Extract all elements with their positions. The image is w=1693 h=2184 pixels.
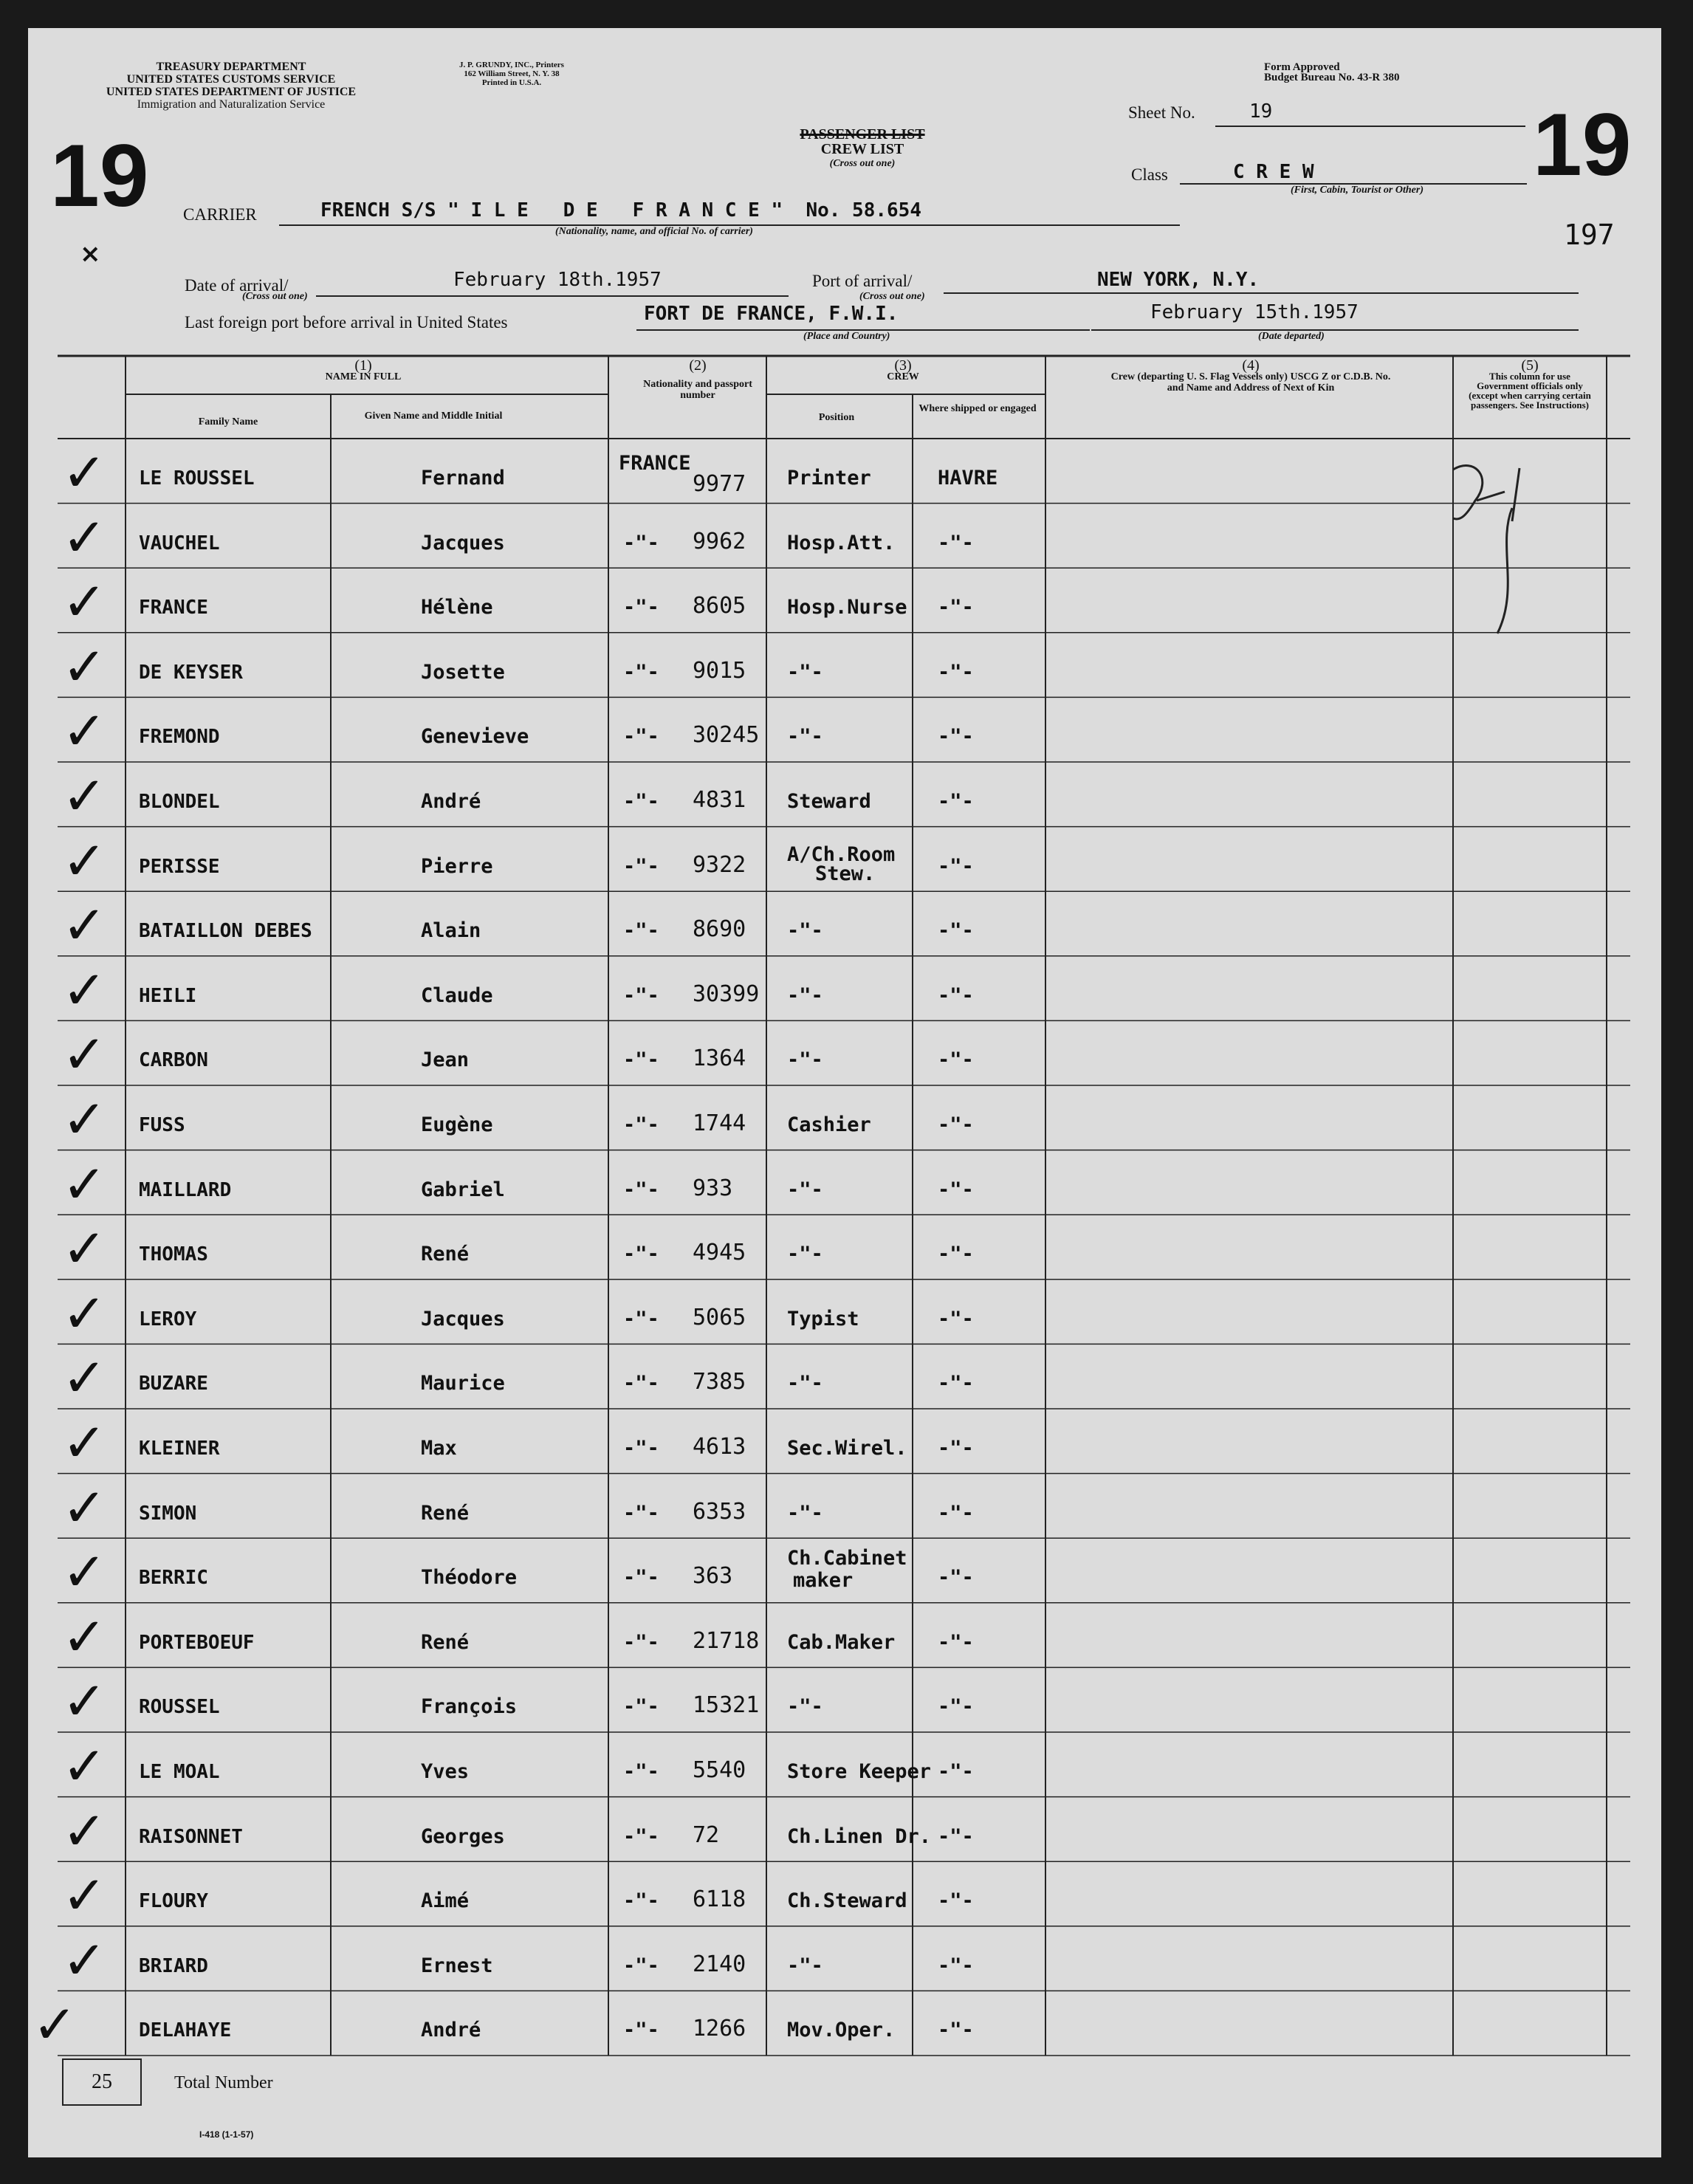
family-name-cell: FREMOND [139,726,220,749]
position-cell: -"- [787,1178,823,1201]
position-cell: A/Ch.Room [787,842,896,866]
cross-out-caption: (Cross out one) [829,158,896,169]
nationality-cell: -"- [623,1243,659,1266]
col5-title: This column for use Government officials only (except when carrying certain passengers. See Instructions) [1469,371,1591,411]
passport-cell: 21718 [693,1627,760,1654]
col4-number: (4) [1242,357,1260,374]
position-cell: Store Keeper [787,1760,932,1783]
given-name-cell: Jean [421,1048,470,1072]
agency-line: UNITED STATES DEPARTMENT OF JUSTICE [106,86,357,98]
nationality-cell: -"- [623,854,659,878]
nationality-cell: -"- [623,660,659,684]
class-value: C R E W [1233,161,1314,183]
position-cell: Ch.Cabinet [787,1547,907,1570]
where-shipped-cell: -"- [938,1695,974,1719]
col4-title: Crew (departing U. S. Flag Vessels only) USCG Z or C.D.B. No. and Name and Address of Next of Kin [1110,371,1391,394]
passport-cell: 5065 [693,1304,746,1330]
nationality-cell: -"- [623,1437,659,1460]
passport-cell: 4831 [693,787,746,813]
given-name-cell: Eugène [421,1113,493,1136]
given-name-cell: André [421,2019,481,2042]
family-name-cell: BATAILLON DEBES [139,920,312,943]
nationality-cell: -"- [623,1307,659,1330]
family-name-cell: PERISSE [139,855,220,878]
family-name-cell: BUZARE [139,1373,208,1395]
check-mark-icon: ✓ [62,1023,107,1086]
departed-value: February 15th.1957 [1150,301,1359,323]
given-name-cell: Yves [421,1760,470,1783]
check-mark-icon: ✓ [62,765,107,827]
col5-header [1456,357,1604,411]
where-shipped-cell: -"- [938,1178,974,1201]
family-name-cell: THOMAS [139,1243,208,1266]
col5-number: (5) [1521,357,1539,374]
col1-header [126,357,601,382]
check-mark-icon: ✓ [62,1864,107,1927]
passport-cell: 30399 [693,981,760,1007]
where-shipped-cell: -"- [938,983,974,1007]
given-name-cell: André [421,790,481,813]
family-name-cell: BERRIC [139,1567,208,1590]
position-cell: -"- [787,1372,823,1395]
carrier-value: FRENCH S/S " I L E D E F R A N C E " No. 58.654 [320,199,921,222]
check-mark-icon: ✓ [62,1929,107,1991]
check-mark-icon: ✓ [62,571,107,633]
given-name-cell: Josette [421,660,505,684]
position-cell: Steward [787,790,871,813]
where-shipped-cell: -"- [938,1566,974,1590]
where-shipped-cell: -"- [938,1048,974,1072]
passport-cell: 6118 [693,1886,746,1913]
last-port-label: Last foreign port before arrival in United States [185,313,508,332]
where-shipped-cell: -"- [938,1372,974,1395]
passport-cell: 30245 [693,722,760,749]
where-shipped-cell: -"- [938,919,974,943]
family-name-cell: PORTEBOEUF [139,1631,255,1654]
passport-cell: 72 [693,1821,720,1848]
col3-header [763,357,1043,382]
check-mark-icon: ✓ [62,1476,107,1539]
given-name-cell: Fernand [421,467,505,490]
nationality-cell: -"- [623,1695,659,1719]
where-shipped-cell: -"- [938,1954,974,1977]
last-port-caption: (Place and Country) [803,331,890,342]
agency-line: Immigration and Naturalization Service [137,98,326,111]
where-shipped-cell: -"- [938,660,974,684]
position-cell: Ch.Linen Dr. [787,1824,932,1848]
passport-cell: 4613 [693,1434,746,1460]
given-name-cell: Max [421,1437,457,1460]
where-shipped-cell: -"- [938,1113,974,1136]
nationality-cell: -"- [623,1630,659,1654]
check-mark-icon: ✓ [62,829,107,892]
x-mark: × [80,239,101,269]
passport-cell: 363 [693,1563,733,1590]
passport-cell: 4945 [693,1240,746,1266]
nationality-cell: -"- [623,983,659,1007]
family-name-cell: BLONDEL [139,791,220,813]
position-cell: Cashier [787,1113,871,1136]
arrival-date-label: Date of arrival/ [185,276,289,295]
check-mark-icon: ✓ [62,506,107,569]
position-cell-cont: maker [793,1569,854,1593]
family-name-cell: DELAHAYE [139,2019,232,2042]
nationality-cell: -"- [623,1372,659,1395]
passport-cell: 9015 [693,657,746,684]
position-cell: -"- [787,660,823,684]
col1-number: (1) [354,357,372,374]
check-mark-icon: ✓ [62,1799,107,1862]
passport-cell: 6353 [693,1498,746,1525]
nationality-cell: -"- [623,531,659,554]
where-shipped-cell: HAVRE [938,467,998,490]
nationality-cell: -"- [623,1113,659,1136]
nationality-cell: -"- [623,1566,659,1590]
given-name-cell: René [421,1501,470,1525]
given-name-cell: Maurice [421,1372,505,1395]
given-name-cell: Jacques [421,531,505,554]
position-cell: Sec.Wirel. [787,1437,907,1460]
official-mark-icon [1453,466,1519,633]
arrival-date-caption: (Cross out one) [242,291,308,302]
col3-title: CREW [887,371,919,382]
col2-title: Nationality and passport number [643,379,752,401]
position-cell: -"- [787,1954,823,1977]
check-mark-icon: ✓ [62,442,107,504]
given-name-cell: Théodore [421,1566,518,1590]
family-name-cell: FUSS [139,1114,185,1136]
given-name-cell: René [421,1630,470,1654]
check-mark-icon: ✓ [62,1218,107,1280]
carrier-caption: (Nationality, name, and official No. of carrier) [555,226,753,237]
where-shipped-cell: -"- [938,1307,974,1330]
position-cell: Ch.Steward [787,1889,907,1913]
family-name-cell: MAILLARD [139,1178,232,1201]
agency-line: TREASURY DEPARTMENT [156,61,306,73]
crew-list-sheet [28,28,1661,2157]
stamp-number: 197 [1564,219,1615,251]
position-cell: -"- [787,919,823,943]
budget-bureau-line: Budget Bureau No. 43-R 380 [1264,72,1400,83]
passenger-list-struck: PASSENGER LIST [800,126,925,142]
nationality-cell: -"- [623,1889,659,1913]
passport-cell: 9977 [693,471,746,497]
passport-cell: 933 [693,1175,733,1201]
check-mark-icon: ✓ [62,1347,107,1409]
nationality-cell: -"- [623,790,659,813]
given-name-cell: Jacques [421,1307,505,1330]
form-number: I-418 (1-1-57) [199,2129,254,2140]
position-cell: Cab.Maker [787,1630,896,1654]
form-approved-line: Form Approved [1264,61,1340,73]
check-mark-icon: ✓ [62,1282,107,1345]
departed-caption: (Date departed) [1258,331,1325,342]
nationality-cell: -"- [623,1048,659,1072]
family-name-cell: LEROY [139,1308,197,1330]
check-mark-icon: ✓ [62,1088,107,1150]
check-mark-icon: ✓ [62,1412,107,1474]
sheet-number-right: 19 [1533,95,1632,194]
position-cell: -"- [787,725,823,749]
position-cell: -"- [787,1048,823,1072]
position-cell: Hosp.Nurse [787,596,907,619]
given-name-cell: François [421,1695,518,1719]
check-mark-icon: ✓ [62,1541,107,1604]
position-cell: Printer [787,467,871,490]
family-name-cell: HEILI [139,984,197,1007]
passport-cell: 1744 [693,1110,746,1136]
position-header: Position [818,412,855,423]
nationality-cell: -"- [623,596,659,619]
given-name-cell: Gabriel [421,1178,505,1201]
crew-list-title: CREW LIST [820,141,904,157]
where-shipped-cell: -"- [938,531,974,554]
family-name-cell: VAUCHEL [139,532,220,554]
family-name-cell: FRANCE [139,597,208,619]
nationality-cell: -"- [623,919,659,943]
check-mark-icon: ✓ [62,1670,107,1733]
family-name-cell: ROUSSEL [139,1696,220,1719]
nationality-cell: -"- [623,1760,659,1783]
arrival-port-label: Port of arrival/ [812,272,913,290]
given-name-cell: René [421,1243,470,1266]
class-label: Class [1131,165,1168,184]
given-name-cell: Hélène [421,596,493,619]
given-name-cell: Georges [421,1824,505,1848]
printer-line: J. P. GRUNDY, INC., Printers [459,61,564,69]
where-shipped-cell: -"- [938,790,974,813]
position-cell: Typist [787,1307,859,1330]
passport-cell: 2140 [693,1951,746,1977]
where-shipped-cell: -"- [938,1243,974,1266]
passport-cell: 15321 [693,1692,760,1719]
nationality-cell: -"- [623,1824,659,1848]
total-number-label: Total Number [174,2073,273,2092]
position-cell: -"- [787,1695,823,1719]
where-shipped-cell: -"- [938,1760,974,1783]
printer-line: Printed in U.S.A. [481,78,542,87]
family-name-cell: DE KEYSER [139,661,243,684]
where-shipped-cell: -"- [938,1630,974,1654]
passport-cell: 8690 [693,916,746,943]
given-name-cell: Aimé [421,1889,470,1913]
position-cell: Mov.Oper. [787,2019,896,2042]
passport-cell: 9322 [693,851,746,878]
passport-cell: 7385 [693,1369,746,1395]
col2-number: (2) [689,357,707,374]
position-cell: -"- [787,983,823,1007]
check-mark-icon: ✓ [62,1605,107,1668]
family-name-header: Family Name [198,416,258,427]
arrival-date-value: February 18th.1957 [453,269,662,291]
given-name-header: Given Name and Middle Initial [364,411,503,422]
col3-number: (3) [894,357,912,374]
last-port-value: FORT DE FRANCE, F.W.I. [644,303,899,325]
sheet-no-label: Sheet No. [1128,103,1195,122]
check-mark-icon: ✓ [62,1735,107,1797]
family-name-cell: LE MOAL [139,1761,220,1783]
passport-cell: 5540 [693,1757,746,1783]
where-header: Where shipped or engaged [918,403,1037,414]
position-cell-cont: Stew. [815,862,876,885]
sheet-number-left: 19 [50,126,149,225]
given-name-cell: Alain [421,919,481,943]
family-name-cell: CARBON [139,1049,208,1072]
nationality-cell: -"- [623,1178,659,1201]
where-shipped-cell: -"- [938,725,974,749]
carrier-label: CARRIER [183,205,257,224]
family-name-cell: LE ROUSSEL [139,467,255,490]
printer-line: 162 William Street, N. Y. 38 [464,69,560,78]
passport-cell: 8605 [693,593,746,619]
given-name-cell: Pierre [421,854,493,878]
given-name-cell: Claude [421,983,493,1007]
where-shipped-cell: -"- [938,1889,974,1913]
nationality-cell: -"- [623,1501,659,1525]
where-shipped-cell: -"- [938,596,974,619]
family-name-cell: SIMON [139,1502,197,1525]
family-name-cell: RAISONNET [139,1825,243,1848]
given-name-cell: Genevieve [421,725,529,749]
class-caption: (First, Cabin, Tourist or Other) [1291,185,1424,196]
passport-cell: 1364 [693,1045,746,1072]
check-mark-icon: ✓ [62,700,107,763]
where-shipped-cell: -"- [938,2019,974,2042]
where-shipped-cell: -"- [938,1437,974,1460]
position-cell: Hosp.Att. [787,531,896,554]
family-name-cell: KLEINER [139,1438,220,1460]
arrival-port-value: NEW YORK, N.Y. [1097,269,1260,291]
arrival-port-caption: (Cross out one) [859,291,925,302]
col4-header [1051,357,1450,394]
col1-title: NAME IN FULL [325,371,402,382]
sheet-no-value: 19 [1249,100,1273,123]
check-mark-icon: ✓ [32,1994,78,2056]
passport-cell: 9962 [693,528,746,554]
check-mark-icon: ✓ [62,894,107,957]
check-mark-icon: ✓ [62,635,107,698]
passport-cell: 1266 [693,2016,746,2042]
family-name-cell: BRIARD [139,1954,208,1977]
where-shipped-cell: -"- [938,1501,974,1525]
total-number-box: 25 [62,2058,142,2106]
given-name-cell: Ernest [421,1954,493,1977]
nationality-cell: -"- [623,725,659,749]
nationality-cell: -"- [623,1954,659,1977]
family-name-cell: FLOURY [139,1890,208,1913]
check-mark-icon: ✓ [62,1153,107,1215]
position-cell: -"- [787,1243,823,1266]
nationality-cell: FRANCE [619,452,691,475]
position-cell: -"- [787,1501,823,1525]
where-shipped-cell: -"- [938,1824,974,1848]
nationality-cell: -"- [623,2019,659,2042]
where-shipped-cell: -"- [938,854,974,878]
agency-line: UNITED STATES CUSTOMS SERVICE [126,73,336,86]
check-mark-icon: ✓ [62,958,107,1021]
